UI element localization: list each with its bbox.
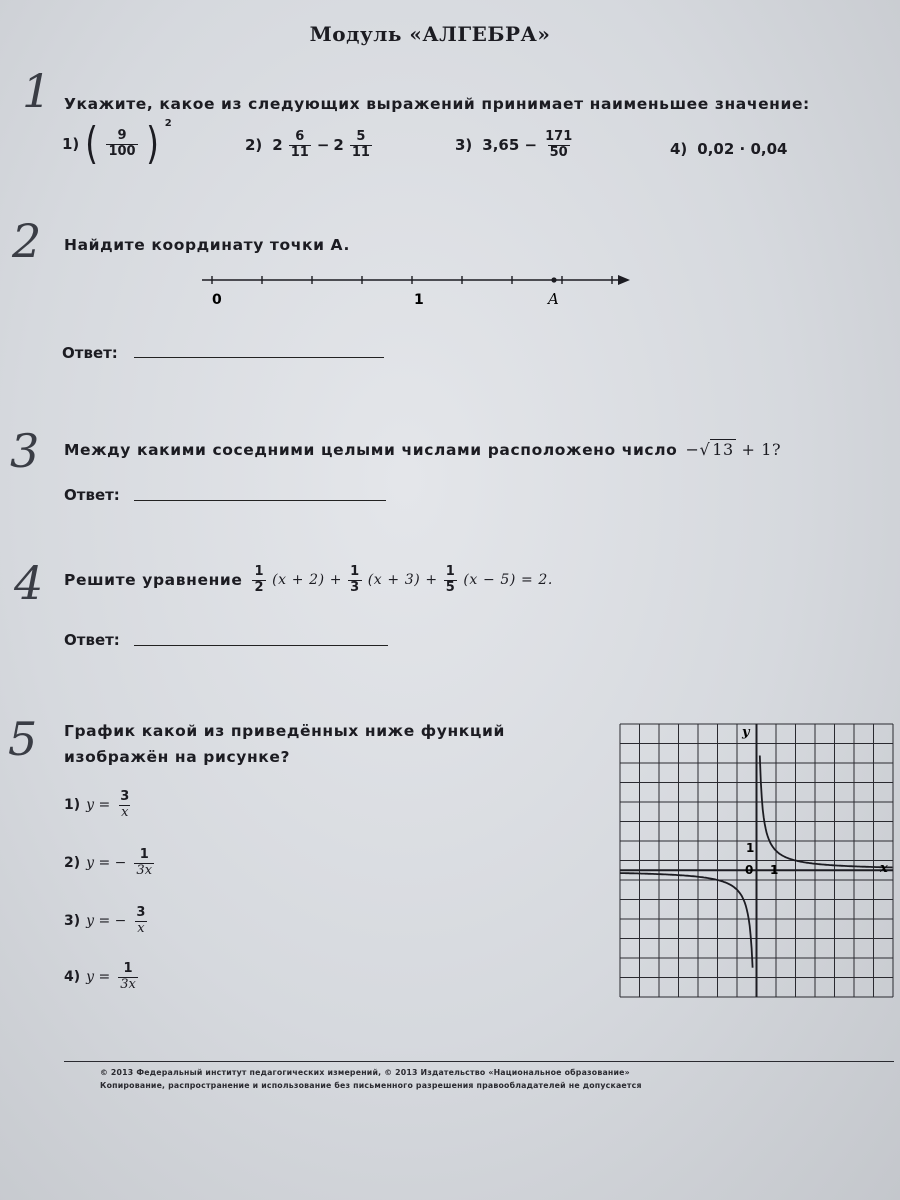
option-label: 2) [64, 855, 81, 872]
denominator: 11 [351, 144, 370, 160]
q5-option-2[interactable] [64, 848, 156, 879]
option-label: 3) [455, 136, 473, 155]
option-label: 4) [64, 969, 81, 986]
denominator: 2 [254, 579, 265, 595]
graph-grid [620, 724, 893, 997]
fraction [543, 130, 574, 161]
numerator: 1 [123, 961, 133, 976]
q3-text: Между какими соседними целыми числами расположено число [64, 440, 678, 459]
q1-option-4[interactable] [670, 140, 787, 158]
denominator: 50 [549, 144, 568, 160]
page-title: Модуль «АЛГЕБРА» [309, 22, 551, 46]
number-line [190, 268, 640, 318]
option-lhs: y = [86, 969, 111, 986]
denominator: 11 [290, 144, 309, 160]
q4-answer-field[interactable] [134, 645, 388, 646]
denominator: 3x [136, 862, 153, 878]
numerator: 1 [254, 564, 265, 579]
graph-branch-right [760, 756, 893, 868]
numerator: 9 [117, 127, 127, 143]
option-lhs: y = − [86, 855, 127, 872]
right-paren: ) [145, 118, 159, 169]
q3-question [64, 440, 781, 459]
option-label: 2) [245, 136, 263, 155]
point-a-dot [551, 277, 556, 282]
numerator: 1 [139, 847, 149, 862]
q3-answer-field[interactable] [134, 500, 386, 501]
origin-label: 0 [745, 863, 754, 877]
q2-text: Найдите координату точки A. [64, 236, 350, 254]
term-tail: (x + 2) + [272, 572, 343, 589]
option-lhs: y = − [86, 913, 127, 930]
label-zero: 0 [212, 292, 222, 308]
q5-option-4[interactable] [64, 962, 140, 993]
x-axis-label: x [880, 861, 888, 876]
option-label: 4) [670, 140, 688, 158]
term-tail: (x − 5) = 2. [463, 572, 553, 589]
y-unit-label: 1 [746, 841, 755, 855]
task-number-5: 5 [8, 712, 38, 766]
numerator: 3 [120, 789, 130, 804]
fraction [444, 565, 458, 596]
q1-text: Укажите, какое из следующих выражений принимает наименьшее значение: [64, 95, 810, 113]
q4-text: Решите уравнение [64, 571, 243, 590]
numerator: 5 [356, 129, 366, 144]
q5-option-3[interactable] [64, 906, 149, 937]
q1-option-3[interactable] [455, 130, 576, 161]
term-tail: (x + 3) + [367, 572, 438, 589]
numerator: 1 [445, 564, 456, 579]
fraction [134, 848, 154, 879]
q4-answer-label: Ответ: [64, 631, 120, 649]
sqrt-sign: −√ [685, 440, 711, 459]
y-axis-label: y [742, 725, 750, 740]
minus-sign: − [316, 136, 330, 155]
task-number-2: 2 [12, 214, 42, 268]
denominator: 3 [350, 579, 360, 595]
whole-part: 2 [272, 136, 283, 155]
footer-divider [64, 1061, 894, 1062]
task-number-1: 1 [22, 64, 52, 118]
fraction [289, 130, 311, 161]
denominator: 100 [108, 143, 136, 159]
expression-text: 0,02 · 0,04 [697, 140, 788, 158]
q1-option-2[interactable] [245, 130, 374, 161]
expression-text: 3,65 − [482, 136, 538, 155]
numerator: 6 [295, 129, 305, 144]
denominator: x [137, 920, 145, 936]
denominator: 3x [120, 976, 136, 992]
whole-part: 2 [333, 136, 344, 155]
x-unit-label: 1 [770, 863, 779, 877]
task-number-3: 3 [10, 424, 40, 478]
denominator: 5 [445, 579, 456, 595]
label-point-a: A [548, 290, 559, 308]
expression-tail: + 1? [741, 440, 782, 459]
footer-notice: Копирование, распространение и использование без письменного разрешения правообладателей не допускается [100, 1081, 642, 1090]
q5-text-line1: График какой из приведённых ниже функций [64, 722, 505, 740]
fraction [134, 906, 147, 937]
left-paren: ( [85, 118, 99, 169]
numerator: 3 [136, 905, 146, 920]
fraction [106, 129, 137, 160]
q5-text-line2: изображён на рисунке? [64, 748, 291, 766]
fraction [118, 962, 138, 993]
fraction [348, 565, 362, 596]
numerator: 171 [545, 129, 573, 144]
q2-answer-label: Ответ: [62, 344, 118, 362]
numerator: 1 [350, 564, 360, 579]
denominator: x [121, 804, 129, 820]
q2-answer-field[interactable] [134, 357, 384, 358]
option-label: 1) [64, 797, 81, 814]
footer-copyright: © 2013 Федеральный институт педагогических измерений, © 2013 Издательство «Национальное образование» [100, 1068, 630, 1077]
option-lhs: y = [86, 797, 111, 814]
q3-expression [685, 440, 781, 459]
fraction [118, 790, 131, 821]
radicand: 13 [712, 440, 734, 459]
label-one: 1 [414, 292, 424, 308]
q5-option-1[interactable] [64, 790, 133, 821]
number-line-arrow [618, 275, 630, 285]
q4-question [64, 565, 553, 596]
q1-option-1[interactable] [62, 118, 172, 169]
hyperbola-graph [618, 722, 894, 1000]
q3-answer-label: Ответ: [64, 486, 120, 504]
fraction [252, 565, 266, 596]
exponent: 2 [164, 118, 172, 129]
option-label: 3) [64, 913, 81, 930]
task-number-4: 4 [14, 556, 44, 610]
option-label: 1) [62, 135, 80, 153]
fraction [350, 130, 372, 161]
